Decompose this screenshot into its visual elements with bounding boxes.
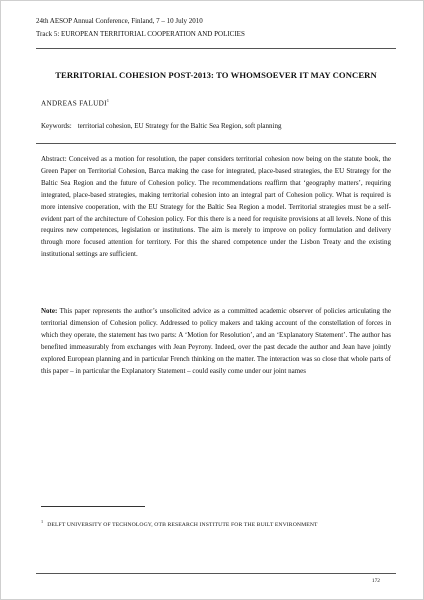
footnote-mark: 1 (41, 519, 44, 524)
page-number: 172 (371, 578, 380, 584)
keywords-label: Keywords: (41, 122, 72, 130)
conference-line: 24th AESOP Annual Conference, Finland, 7 – 10 July 2010 (36, 17, 203, 25)
paper-title: TERRITORIAL COHESION POST-2013: TO WHOMSOEVER IT MAY CONCERN (55, 70, 377, 80)
footnote-divider (41, 506, 145, 507)
keywords (41, 122, 381, 130)
running-header (36, 15, 396, 41)
footnote (41, 519, 391, 528)
header-divider (36, 48, 396, 49)
note-text: This paper represents the author’s unsolicited advice as a committed academic observer of policies articulating the territorial dimension of Cohesion policy. Addressed to policy makers and taking account of the constellation of forces in which they operate, the statement has two parts: A ‘Motion for Resolution’, and an ‘Explanatory Statement’. The author has benefited immeasurably from exchanges with Jean Peyrony. Indeed, over the past decade the author and Jean have jointly explored European planning and in particular French thinking on the matter. The interaction was so close that whole parts of this paper – in particular the Explanatory Statement – could easily come under our joint names (41, 307, 391, 375)
author-name: ANDREAS FALUDI (41, 99, 107, 108)
keywords-divider (36, 143, 396, 144)
author-footnote-mark: 1 (106, 98, 110, 103)
note-paragraph (41, 306, 391, 377)
footer-divider (36, 573, 396, 574)
footnote-text: DELFT UNIVERSITY OF TECHNOLOGY, OTB RESEARCH INSTITUTE FOR THE BUILT ENVIRONMENT (47, 521, 318, 528)
abstract-paragraph: Abstract: Conceived as a motion for resolution, the paper considers territorial cohesion now being on the statute book, the Green Paper on Territorial Cohesion, Barca making the case for integrated, place-based strategies, the EU Strategy for the Baltic Sea Region and the future of Cohesion policy. The recommendations reaffirm that ‘geography matters’, requiring integrated, place-based strategies, making territorial cohesion into an integral part of Cohesion policy. What is required is more intensive cooperation, with the EU Strategy for the Baltic Sea Region a model. Territorial strategies must be a self-evident part of the architecture of Cohesion policy. For this there is a need for requisite provisions at all levels. None of this requires new competences, legislation or institutions. The aim is merely to improve on policy formulation and delivery through more focused attention for territory. For this the shared competence under the Lisbon Treaty and the existing institutional settings are sufficient. (41, 155, 391, 259)
note-label: Note: (41, 307, 58, 315)
track-line: Track 5: EUROPEAN TERRITORIAL COOPERATION AND POLICIES (36, 30, 245, 38)
author-line (41, 98, 109, 107)
keywords-text: territorial cohesion, EU Strategy for the Baltic Sea Region, soft planning (77, 122, 282, 130)
